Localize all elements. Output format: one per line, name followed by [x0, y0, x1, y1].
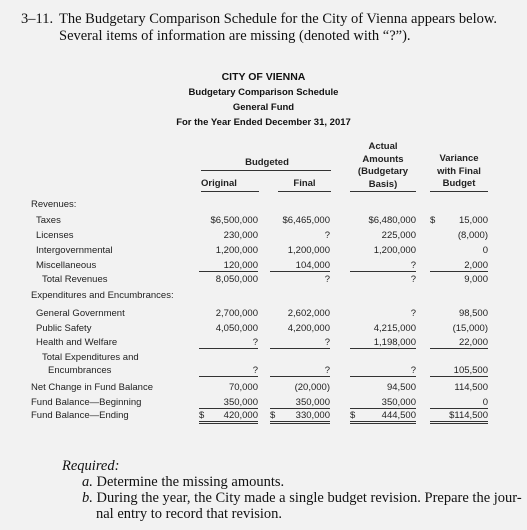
cell-actual: 1,200,000 — [373, 245, 416, 256]
cell-final: 4,200,000 — [287, 323, 330, 334]
cell-variance: (8,000) — [457, 230, 488, 241]
cell-original: 4,050,000 — [215, 323, 258, 334]
schedule-period: For the Year Ended December 31, 2017 — [176, 117, 351, 128]
cell-variance: 114,500 — [454, 382, 488, 393]
cell-original: 70,000 — [228, 382, 258, 393]
row-label: Total Expenditures and — [42, 352, 139, 363]
row-label: Health and Welfare — [36, 337, 118, 348]
cell-original: $ 420,000 — [199, 410, 258, 424]
row-label: Revenues: — [31, 199, 77, 210]
schedule-entity: CITY OF VIENNA — [221, 71, 306, 83]
cell-actual: $ 444,500 — [350, 410, 416, 424]
row-label: Expenditures and Encumbrances: — [31, 290, 174, 301]
cell-variance: 0 — [430, 397, 488, 409]
cell-original: $6,500,000 — [210, 215, 258, 226]
cell-actual: $6,480,000 — [368, 215, 416, 226]
required-section — [62, 458, 522, 522]
cell-final: 350,000 — [270, 397, 330, 409]
cell-variance: 0 — [482, 245, 488, 256]
cell-original: 1,200,000 — [215, 245, 258, 256]
cell-original: ? — [199, 337, 258, 349]
cell-final: 104,000 — [270, 260, 330, 272]
cell-final: (20,000) — [294, 382, 330, 393]
required-a: a. Determine the missing amounts. — [82, 474, 285, 490]
cell-variance: 105,500 — [430, 365, 488, 377]
final-underline — [278, 191, 331, 192]
cell-final: ? — [270, 337, 330, 349]
cell-variance: 98,500 — [458, 308, 488, 319]
cell-variance: $114,500 — [430, 410, 488, 424]
row-label: Total Revenues — [42, 274, 108, 285]
cell-actual: 4,215,000 — [373, 323, 416, 334]
original-underline — [201, 191, 259, 192]
cell-final: $ 330,000 — [270, 410, 330, 424]
cell-actual: ? — [410, 308, 416, 319]
cell-original: 120,000 — [199, 260, 258, 272]
row-label: Miscellaneous — [36, 260, 97, 271]
row-label: Encumbrances — [48, 365, 112, 376]
cell-original: 2,700,000 — [215, 308, 258, 319]
cell-original: ? — [199, 365, 258, 377]
problem-number: 3–11. — [21, 11, 54, 27]
schedule-fund: General Fund — [232, 102, 295, 113]
required-b-continued: nal entry to record that revision. — [96, 506, 283, 522]
budgeted-underline — [201, 170, 331, 171]
header-budgeted: Budgeted — [245, 157, 289, 168]
cell-original: 8,050,000 — [215, 274, 258, 285]
row-label: Licenses — [36, 230, 74, 241]
row-label: Fund Balance—Beginning — [31, 397, 142, 408]
cell-final: 2,602,000 — [287, 308, 330, 319]
row-label: Intergovernmental — [36, 245, 113, 256]
cell-final: 1,200,000 — [287, 245, 330, 256]
cell-actual: 225,000 — [381, 230, 416, 241]
header-variance: Variance with Final Budget — [430, 153, 488, 192]
cell-variance: (15,000) — [452, 323, 488, 334]
cell-final: ? — [270, 365, 330, 377]
cell-final: $6,465,000 — [282, 215, 330, 226]
cell-original: 230,000 — [223, 230, 258, 241]
cell-variance: $ 15,000 — [430, 215, 488, 226]
cell-actual: ? — [410, 274, 416, 285]
cell-actual: ? — [350, 260, 416, 272]
cell-variance: 22,000 — [430, 337, 488, 349]
row-label: Taxes — [36, 215, 61, 226]
header-actual: Actual Amounts (Budgetary Basis) — [350, 141, 416, 192]
header-final: Final — [293, 178, 316, 189]
required-heading: Required: — [62, 458, 120, 474]
cell-actual: 350,000 — [350, 397, 416, 409]
cell-variance: 2,000 — [430, 260, 488, 272]
row-label: Fund Balance—Ending — [31, 410, 129, 421]
row-label: Net Change in Fund Balance — [31, 382, 153, 393]
row-label: General Government — [36, 308, 125, 319]
cell-variance: 9,000 — [464, 274, 488, 285]
header-original: Original — [201, 178, 237, 189]
row-label: Public Safety — [36, 323, 92, 334]
cell-final: ? — [324, 274, 330, 285]
schedule-title: Budgetary Comparison Schedule — [188, 87, 339, 98]
cell-actual: 94,500 — [386, 382, 416, 393]
required-b: b. During the year, the City made a single budget revision. Prepare the jour- — [82, 490, 522, 506]
cell-final: ? — [324, 230, 330, 241]
cell-actual: 1,198,000 — [350, 337, 416, 349]
cell-actual: ? — [350, 365, 416, 377]
problem-text: The Budgetary Comparison Schedule for the City of Vienna appears below. Several items of information are missing (denoted with “?”). — [59, 11, 498, 44]
cell-original: 350,000 — [199, 397, 258, 409]
